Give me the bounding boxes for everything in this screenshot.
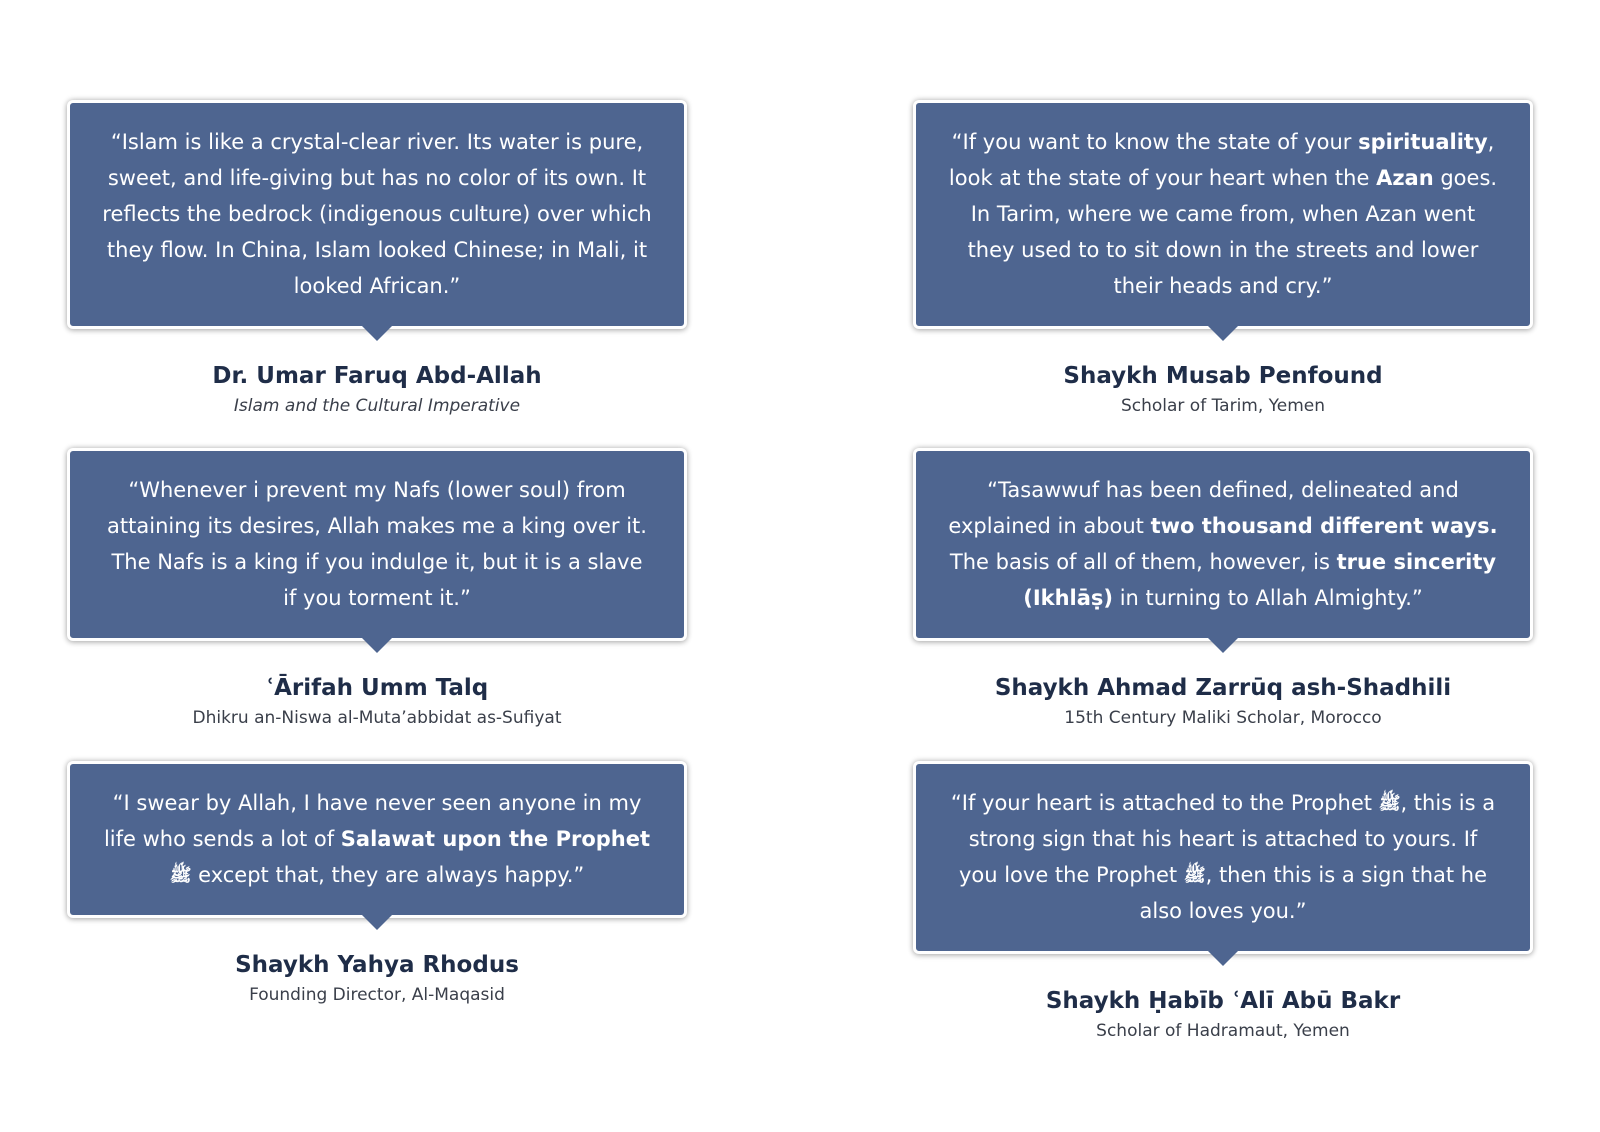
quote-author: Shaykh Ahmad Zarrūq ash-Shadhili bbox=[994, 675, 1452, 701]
quote-emphasis: Azan bbox=[1376, 166, 1434, 190]
quote-author: Shaykh Ḥabīb ʿAlī Abū Bakr bbox=[1045, 988, 1401, 1014]
salawat-glyph-icon: ﷺ bbox=[1378, 793, 1401, 814]
quote-bubble bbox=[67, 761, 687, 918]
quote-source: Islam and the Cultural Imperative bbox=[233, 396, 521, 416]
salawat-glyph-icon: ﷺ bbox=[169, 865, 192, 886]
quote-text: “Tasawwuf has been defined, delineated and explained in about two thousand different ways. The basis of all of them, however, is true sincerity (Ikhlāṣ) in turning to Allah Almighty.” bbox=[948, 478, 1498, 610]
quote-emphasis: Salawat upon the Prophet bbox=[340, 827, 651, 851]
quote-bubble bbox=[913, 761, 1533, 954]
quote-card bbox=[913, 448, 1533, 729]
quote-source: Scholar of Hadramaut, Yemen bbox=[1096, 1021, 1350, 1041]
quote-text: “If your heart is attached to the Prophet ﷺ, this is a strong sign that his heart is attached to yours. If you love the Prophet ﷺ, then this is a sign that he also loves you.” bbox=[950, 791, 1496, 923]
quote-text: “I swear by Allah, I have never seen anyone in my life who sends a lot of Salawat upon the Prophet ﷺ except that, they are always happy.” bbox=[103, 791, 651, 887]
quote-text: “If you want to know the state of your spirituality, look at the state of your heart when the Azan goes. In Tarim, where we came from, when Azan went they used to to sit down in the streets and lower their heads and cry.” bbox=[948, 130, 1498, 298]
quote-bubble bbox=[67, 100, 687, 329]
quote-author: Shaykh Yahya Rhodus bbox=[235, 952, 519, 978]
quote-source: Scholar of Tarim, Yemen bbox=[1120, 396, 1326, 416]
quote-card bbox=[913, 761, 1533, 1042]
quote-card bbox=[67, 761, 687, 1006]
quote-author: Shaykh Musab Penfound bbox=[1063, 363, 1383, 389]
quote-source: Founding Director, Al-Maqasid bbox=[249, 985, 505, 1005]
quote-bubble bbox=[913, 100, 1533, 329]
quote-text: “Islam is like a crystal-clear river. Its water is pure, sweet, and life-giving but has no color of its own. It reflects the bedrock (indigenous culture) over which they flow. In China, Islam looked Chinese; in Mali, it looked African.” bbox=[102, 130, 652, 298]
salawat-glyph-icon: ﷺ bbox=[1183, 865, 1206, 886]
quote-card bbox=[67, 448, 687, 729]
quote-emphasis: spirituality bbox=[1358, 130, 1488, 154]
quote-author: ʿĀrifah Umm Talq bbox=[265, 675, 489, 701]
quote-emphasis: true sincerity (Ikhlāṣ) bbox=[1023, 550, 1497, 610]
quote-bubble bbox=[913, 448, 1533, 641]
quote-card bbox=[913, 100, 1533, 417]
quote-card bbox=[67, 100, 687, 417]
quote-author: Dr. Umar Faruq Abd-Allah bbox=[212, 363, 542, 389]
quote-emphasis: two thousand different ways. bbox=[1150, 514, 1498, 538]
quote-source: Dhikru an-Niswa al-Muta’abbidat as-Sufiyat bbox=[192, 708, 562, 728]
quote-source: 15th Century Maliki Scholar, Morocco bbox=[1064, 708, 1382, 728]
quote-bubble bbox=[67, 448, 687, 641]
quote-text: “Whenever i prevent my Nafs (lower soul) from attaining its desires, Allah makes me a king over it. The Nafs is a king if you indulge it, but it is a slave if you torment it.” bbox=[107, 478, 647, 610]
